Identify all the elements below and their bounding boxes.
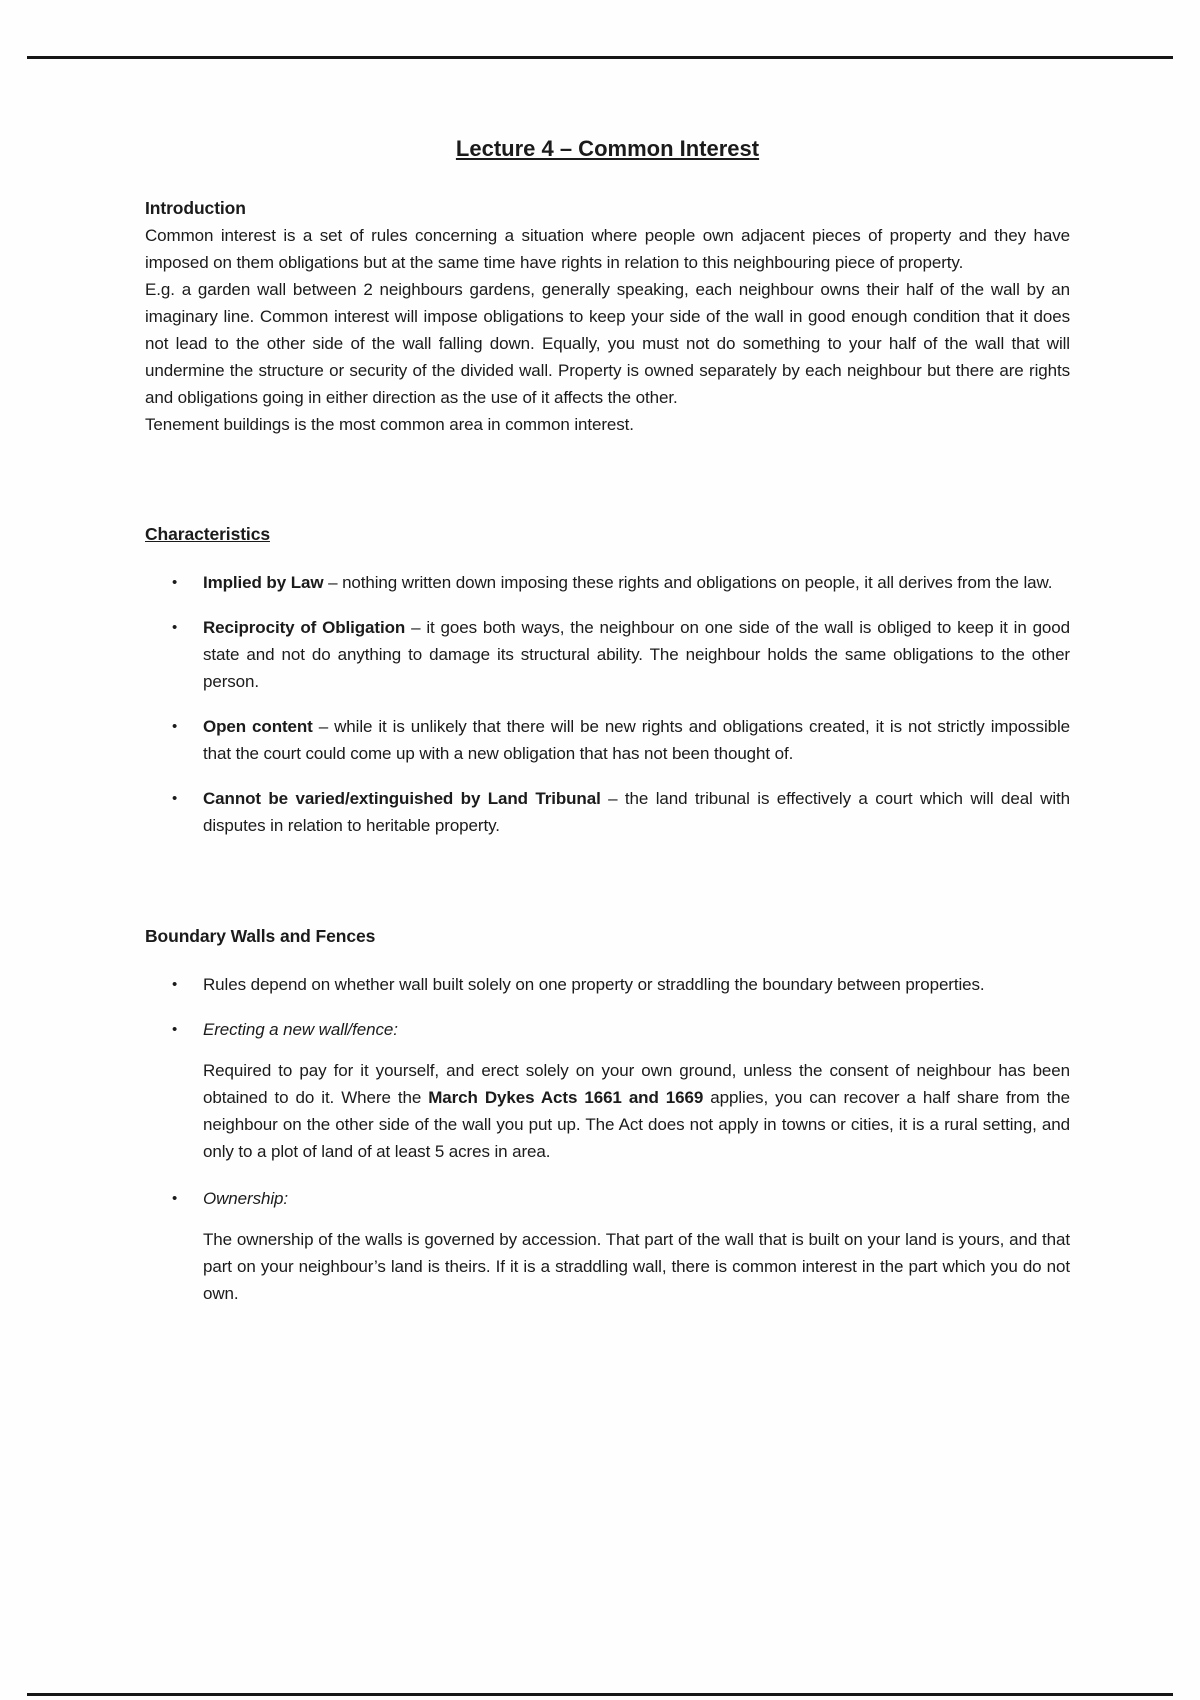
bullet-lead: Cannot be varied/extinguished by Land Tribunal bbox=[203, 789, 601, 808]
march-dykes-acts-reference: March Dykes Acts 1661 and 1669 bbox=[428, 1088, 704, 1107]
bullet-body: – while it is unlikely that there will be new rights and obligations created, it is not strictly impossible that the court could come up with a new obligation that has not been thought of. bbox=[203, 717, 1071, 763]
bullet-icon: • bbox=[172, 1190, 178, 1207]
characteristics-list bbox=[145, 569, 1070, 839]
list-item-land-tribunal bbox=[145, 785, 1070, 839]
list-item-text bbox=[203, 785, 1070, 839]
bullet-lead: Implied by Law bbox=[203, 573, 324, 592]
bullet-lead: Reciprocity of Obligation bbox=[203, 618, 406, 637]
bullet-icon: • bbox=[172, 619, 178, 636]
bullet-icon: • bbox=[172, 790, 178, 807]
page-title: Lecture 4 – Common Interest bbox=[455, 136, 760, 161]
bullet-body: – the land tribunal is effectively a court which will deal with disputes in relation to heritable property. bbox=[203, 789, 1070, 835]
paragraph-intro-3: Tenement buildings is the most common area in common interest. bbox=[145, 415, 634, 434]
bullet-lead: Open content bbox=[203, 717, 313, 736]
list-item-text bbox=[203, 614, 1070, 695]
list-item-implied-by-law bbox=[145, 569, 1070, 596]
paragraph-intro-1: Common interest is a set of rules concerning a situation where people own adjacent pieces of property and they have imposed on them obligations but at the same time have rights in relation to this neighbouring piece of property. bbox=[145, 226, 1070, 272]
list-item-reciprocity bbox=[145, 614, 1070, 695]
list-item-text bbox=[203, 569, 1070, 596]
bullet-body: – nothing written down imposing these rights and obligations on people, it all derives from the law. bbox=[323, 573, 1053, 592]
list-item-ownership bbox=[145, 1185, 1070, 1212]
bullet-body: – it goes both ways, the neighbour on one side of the wall is obliged to keep it in good state and not do anything to damage its structural ability. The neighbour holds the same obligations to the other person. bbox=[203, 618, 1070, 691]
section-heading-characteristics: Characteristics bbox=[145, 524, 270, 544]
bullet-icon: • bbox=[172, 574, 178, 591]
paragraph-erecting bbox=[203, 1057, 1070, 1165]
bottom-rule bbox=[27, 1693, 1173, 1696]
bullet-icon: • bbox=[172, 718, 178, 735]
section-heading-boundary-walls: Boundary Walls and Fences bbox=[145, 926, 376, 946]
bullet-icon: • bbox=[172, 1021, 178, 1038]
list-item-text bbox=[203, 1016, 1070, 1043]
bullet-lead-italic: Ownership: bbox=[203, 1189, 288, 1208]
bullet-lead-italic: Erecting a new wall/fence: bbox=[203, 1020, 398, 1039]
paragraph-intro-2: E.g. a garden wall between 2 neighbours gardens, generally speaking, each neighbour owns their half of the wall by an imaginary line. Common interest will impose obligations to keep your side of the wall in good enough condition that it does not lead to the other side of the wall falling down. Equally, you must not do something to your half of the wall that will undermine the structure or security of the divided wall. Property is owned separately by each neighbour but there are rights and obligations going in either direction as the use of it affects the other. bbox=[145, 280, 1070, 407]
list-item-open-content bbox=[145, 713, 1070, 767]
erecting-text-post: applies, you can recover a half share from the neighbour on the other side of the wall you put up. The Act does not apply in towns or cities, it is a rural setting, and only to a plot of land of at least 5 acres in area. bbox=[203, 1088, 1070, 1161]
list-item-text bbox=[203, 713, 1070, 767]
list-item-rules-depend bbox=[145, 971, 1070, 998]
bullet-icon: • bbox=[172, 976, 178, 993]
document-content bbox=[145, 0, 1070, 1307]
paragraph-ownership: The ownership of the walls is governed by accession. That part of the wall that is built on your land is yours, and that part on your neighbour’s land is theirs. If it is a straddling wall, there is common interest in the part which you do not own. bbox=[203, 1230, 1070, 1303]
list-item-text bbox=[203, 1185, 1070, 1212]
list-item-text: Rules depend on whether wall built solely on one property or straddling the boundary between properties. bbox=[203, 975, 985, 994]
erecting-text-pre: Required to pay for it yourself, and erect solely on your own ground, unless the consent of neighbour has been obtained to do it. Where the bbox=[203, 1061, 1070, 1107]
boundary-list bbox=[145, 971, 1070, 1307]
list-item-erecting-wall bbox=[145, 1016, 1070, 1043]
section-heading-introduction: Introduction bbox=[145, 198, 246, 218]
